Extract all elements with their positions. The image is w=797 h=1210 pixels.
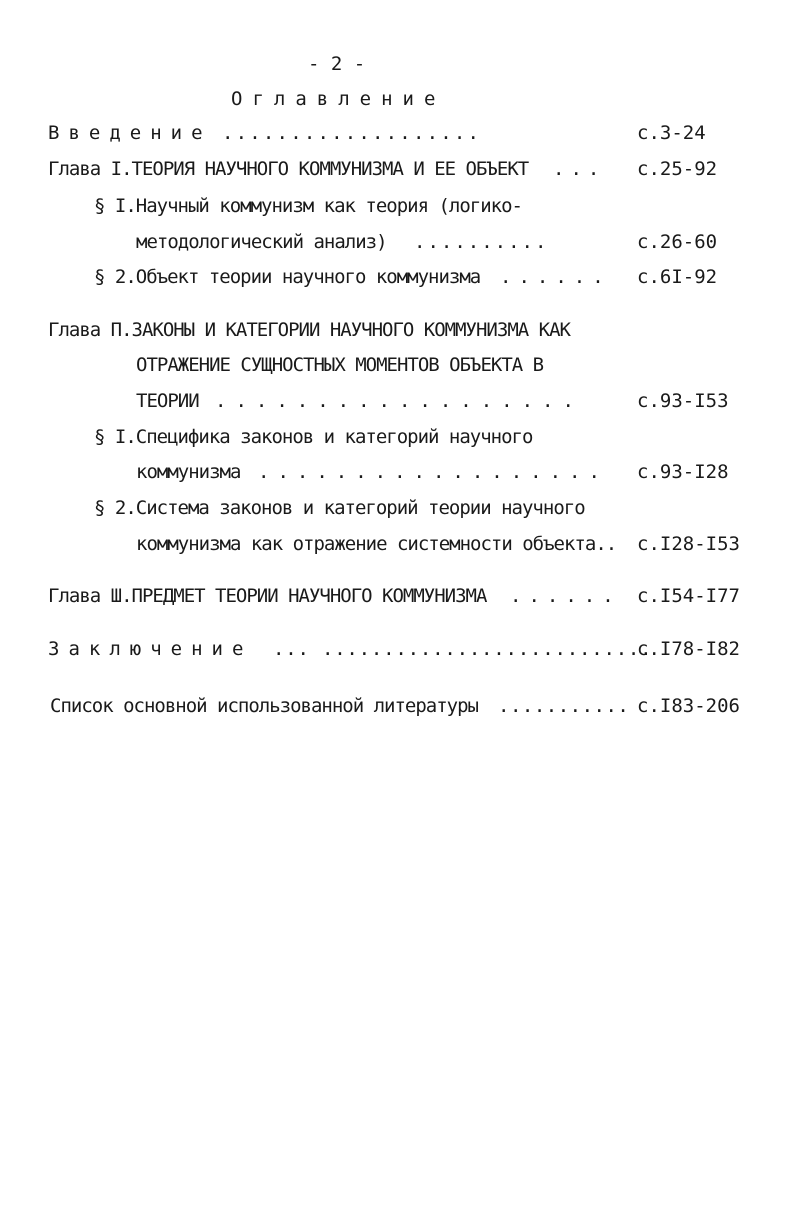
toc-leader-dots: ...........: [498, 695, 630, 717]
toc-entry-chapter2-title-cont: ОТРАЖЕНИЕ СУЩНОСТНЫХ МОМЕНТОВ ОБЪЕКТА В: [136, 354, 544, 376]
toc-entry-page: с.3-24: [637, 122, 706, 144]
toc-entry-intro-title: Введение: [48, 122, 212, 144]
toc-entry-section2-1-title-cont: коммунизма: [136, 461, 241, 483]
toc-entry-conclusion-title: Заключение: [48, 638, 253, 660]
toc-leader-dots: ......: [510, 585, 621, 607]
toc-entry-page: с.25-92: [637, 158, 718, 180]
page-number: - 2 -: [308, 53, 366, 75]
toc-entry-page: с.I83-206: [637, 695, 740, 717]
toc-entry-chapter2-title: Глава П.ЗАКОНЫ И КАТЕГОРИИ НАУЧНОГО КОММУНИЗМА КАК: [48, 319, 570, 341]
toc-entry-section1-1-title: § I.Научный коммунизм как теория (логико-: [94, 195, 522, 217]
toc-entry-page: с.I54-I77: [637, 585, 740, 607]
toc-leader-dots: ......: [500, 266, 611, 288]
toc-leader-dots: ...: [553, 158, 606, 180]
toc-heading: Оглавление: [231, 88, 446, 110]
toc-leader-dots: ..................: [215, 390, 583, 412]
toc-entry-chapter1-title: Глава I.ТЕОРИЯ НАУЧНОГО КОММУНИЗМА И ЕЕ ОБЪЕКТ: [48, 158, 529, 180]
toc-entry-page: с.26-60: [637, 231, 718, 253]
toc-entry-section2-2-title-cont: коммунизма как отражение системности объекта..: [136, 533, 617, 555]
toc-entry-chapter3-title: Глава Ш.ПРЕДМЕТ ТЕОРИИ НАУЧНОГО КОММУНИЗМА: [48, 585, 487, 607]
toc-entry-page: с.93-I28: [637, 461, 729, 483]
toc-leader-dots: ... ...........................: [273, 638, 653, 660]
toc-entry-section2-1-title: § I.Специфика законов и категорий научного: [94, 426, 533, 448]
toc-entry-chapter2-title-cont2: ТЕОРИИ: [136, 390, 199, 412]
toc-leader-dots: ...................: [222, 122, 482, 144]
toc-entry-section2-2-title: § 2.Система законов и категорий теории научного: [94, 497, 585, 519]
toc-entry-page: с.I78-I82: [637, 638, 740, 660]
toc-entry-page: с.6I-92: [637, 266, 718, 288]
toc-entry-bibliography-title: Список основной использованной литературы: [50, 695, 478, 717]
toc-entry-section1-1-title-cont: методологический анализ): [136, 231, 387, 253]
toc-leader-dots: ..................: [258, 461, 608, 483]
toc-entry-page: с.I28-I53: [637, 533, 740, 555]
toc-entry-section1-2-title: § 2.Объект теории научного коммунизма: [94, 266, 481, 288]
toc-entry-page: с.93-I53: [637, 390, 729, 412]
toc-leader-dots: ..........: [414, 231, 549, 253]
